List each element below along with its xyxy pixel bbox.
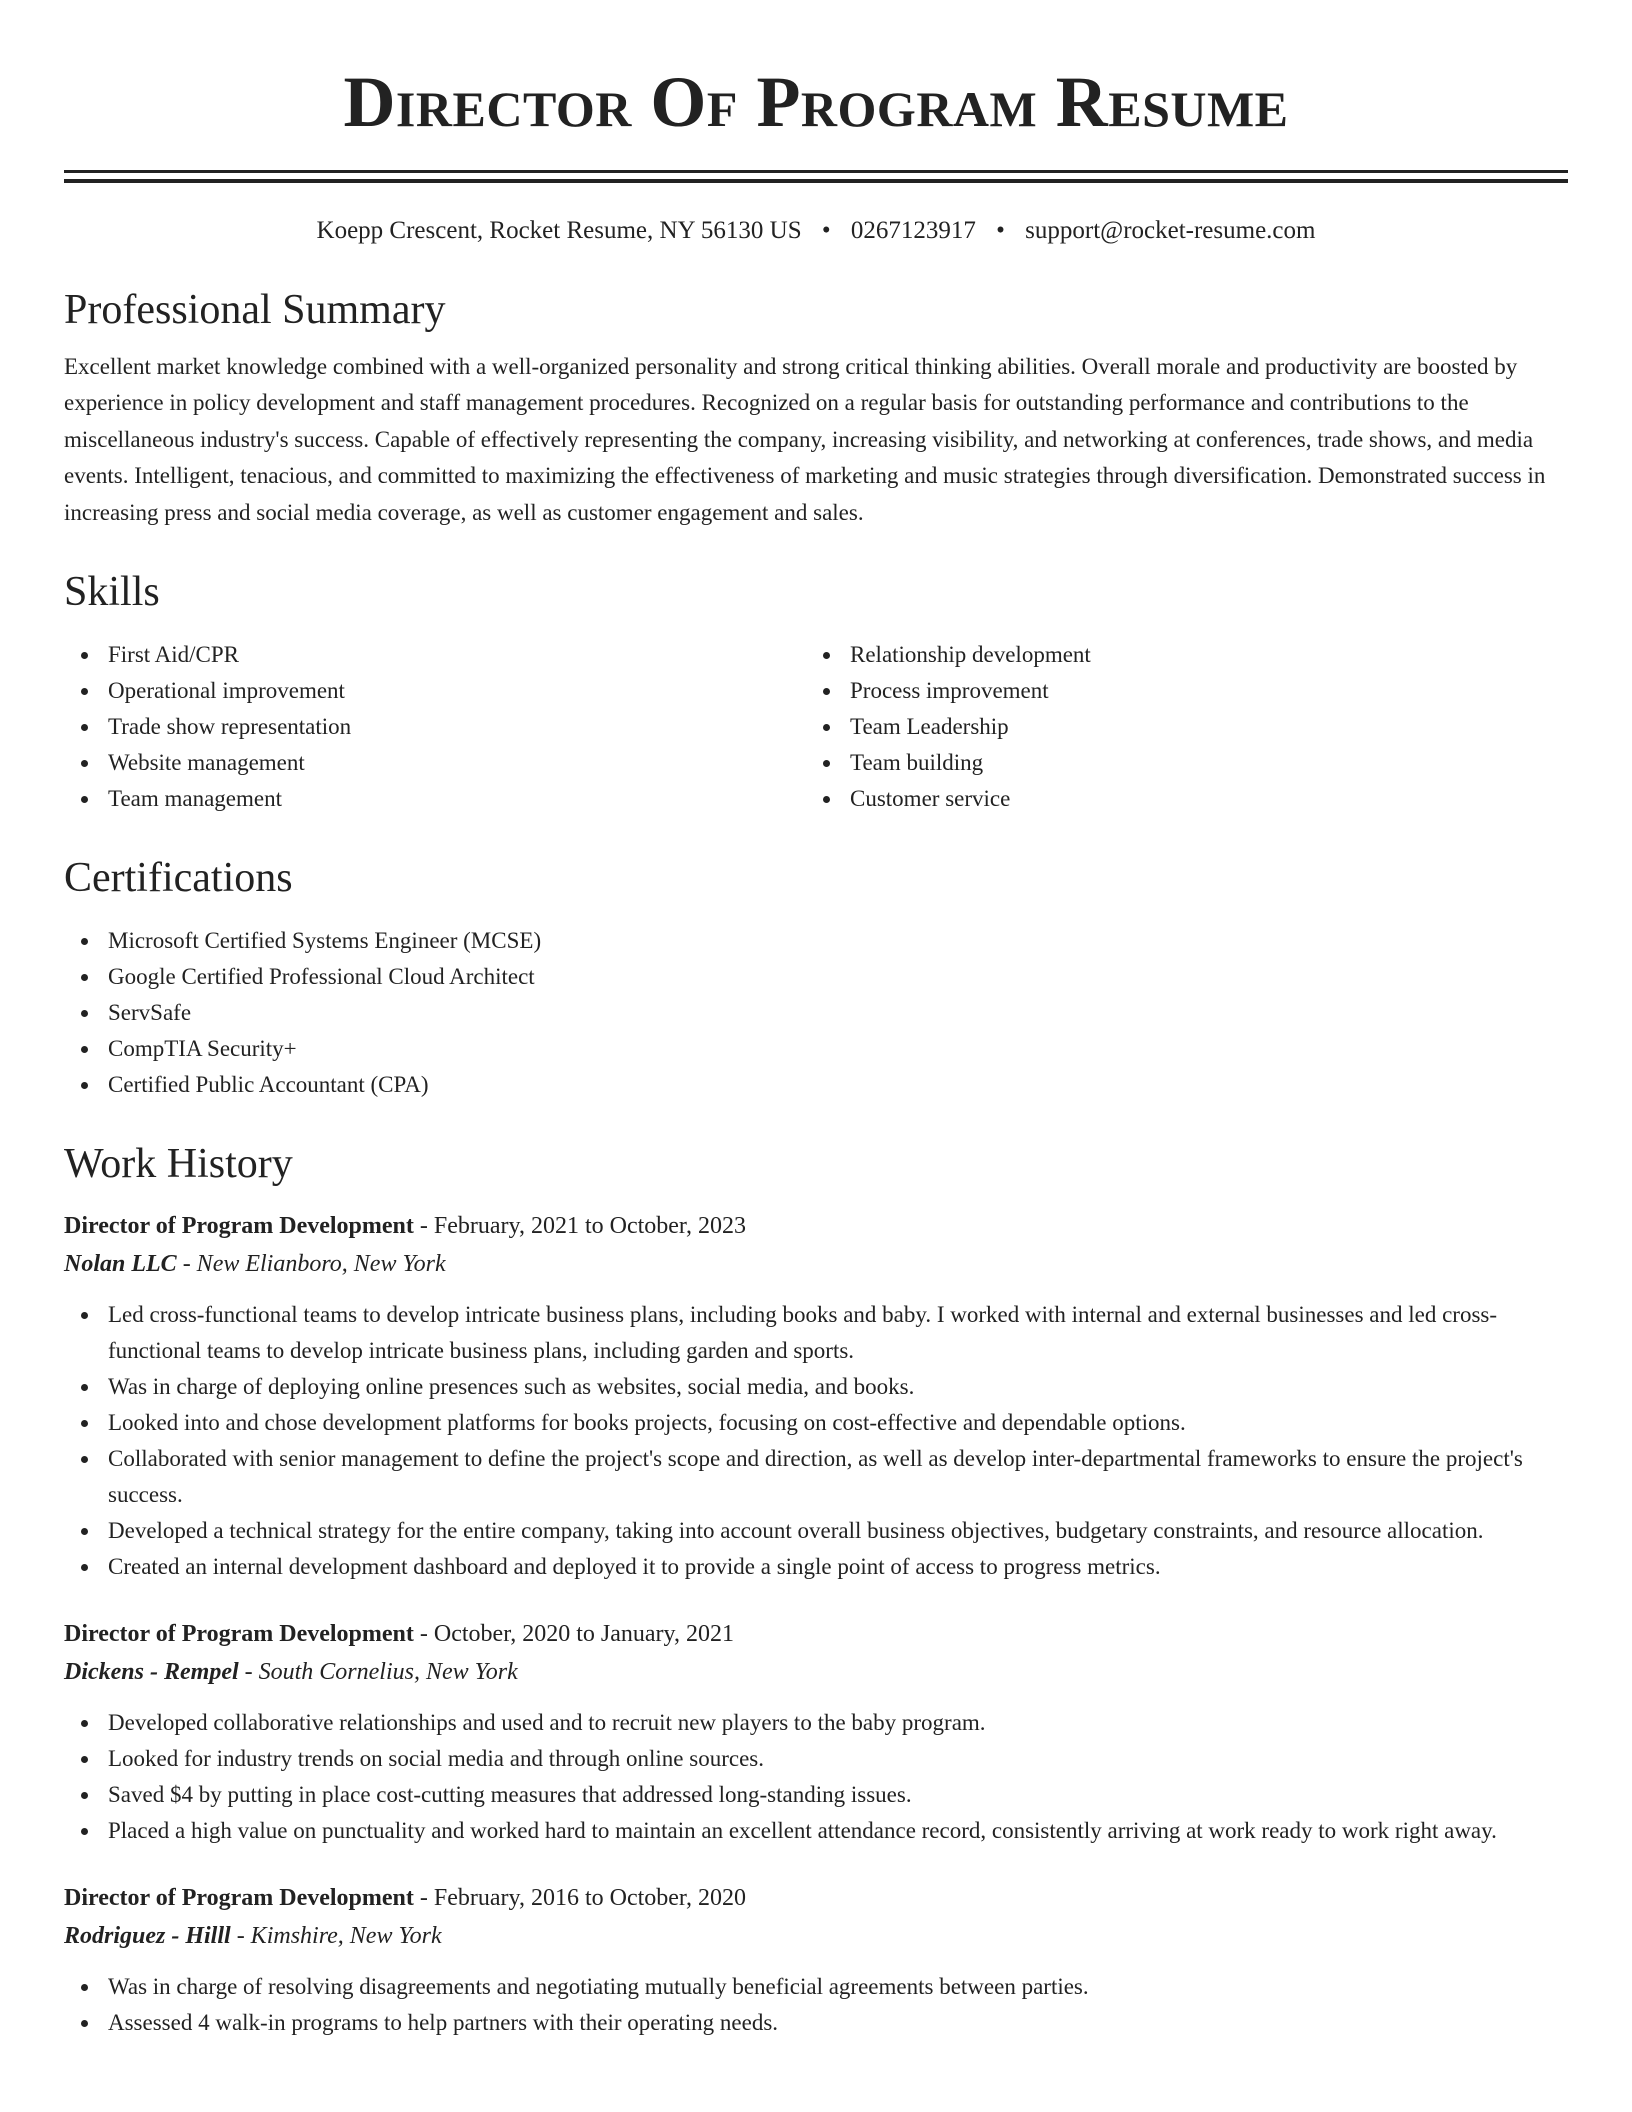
job-bullet: Collaborated with senior management to define the project's scope and direction, as well as develop inter-departmental frameworks to ensure the project's success. [64, 1441, 1568, 1513]
resume-title: Director Of Program Resume [343, 62, 1289, 142]
job-location: - Kimshire, New York [230, 1923, 442, 1950]
job-bullet: Developed a technical strategy for the entire company, taking into account overall business objectives, budgetary constraints, and resource allocation. [64, 1513, 1568, 1549]
skills-right-list [806, 637, 1548, 817]
job-title-line [64, 1207, 1568, 1245]
job-company-line [64, 1245, 1568, 1283]
job-bullet: Led cross-functional teams to develop intricate business plans, including books and baby. I worked with internal and external businesses and led cross-functional teams to develop intricate business plans, including garden and sports. [64, 1297, 1568, 1369]
job-bullets [64, 1969, 1568, 2041]
certifications-section [64, 853, 1568, 1103]
job-bullet: Saved $4 by putting in place cost-cutting measures that addressed long-standing issues. [64, 1777, 1568, 1813]
job-company: Dickens - Rempel [64, 1659, 239, 1686]
job-title: Director of Program Development [64, 1885, 414, 1912]
job-company-line [64, 1917, 1568, 1955]
job-bullet: Assessed 4 walk-in programs to help partners with their operating needs. [64, 2005, 1568, 2041]
contact-email: support@rocket-resume.com [1025, 217, 1316, 244]
job-location: - South Cornelius, New York [238, 1659, 518, 1686]
skills-heading: Skills [64, 569, 160, 616]
summary-text: Excellent market knowledge combined with a well-organized personality and strong critical thinking abilities. Overall morale and productivity are boosted by experience in policy development and staff management procedures. Recognized on a regular basis for outstanding performance and contributions to the miscellaneous industry's success. Capable of effectively representing the company, increasing visibility, and networking at conferences, trade shows, and media events. Intelligent, tenacious, and committed to maximizing the effectiveness of marketing and music strategies through diversification. Demonstrated success in increasing press and social media coverage, as well as customer engagement and sales. [64, 354, 1546, 525]
job-bullet: Looked into and chose development platforms for books projects, focusing on cost-effective and dependable options. [64, 1405, 1568, 1441]
job-bullet: Was in charge of resolving disagreements and negotiating mutually beneficial agreements between parties. [64, 1969, 1568, 2005]
job-company: Rodriguez - Hilll [64, 1923, 231, 1950]
resume-page [64, 0, 1568, 2041]
skill-item: First Aid/CPR [64, 637, 806, 673]
skill-item: Website management [64, 745, 806, 781]
job-company: Nolan LLC [64, 1251, 177, 1278]
job-dates: - February, 2016 to October, 2020 [413, 1885, 746, 1912]
summary-section [64, 285, 1568, 531]
certification-item: Microsoft Certified Systems Engineer (MCSE) [64, 923, 1568, 959]
skill-item: Relationship development [806, 637, 1548, 673]
skills-left-list [64, 637, 806, 817]
job-bullet: Developed collaborative relationships and used and to recruit new players to the baby program. [64, 1705, 1568, 1741]
summary-heading: Professional Summary [64, 287, 446, 333]
skill-item: Team management [64, 781, 806, 817]
work-history-section [64, 1139, 1568, 2041]
skill-item: Customer service [806, 781, 1548, 817]
job-dates: - October, 2020 to January, 2021 [413, 1621, 734, 1648]
job-title-line [64, 1879, 1568, 1917]
skill-item: Operational improvement [64, 673, 806, 709]
contact-line [64, 215, 1568, 247]
job-bullet: Created an internal development dashboard and deployed it to provide a single point of access to progress metrics. [64, 1549, 1568, 1585]
job-title-line [64, 1615, 1568, 1653]
certification-item: ServSafe [64, 995, 1568, 1031]
certification-item: Certified Public Accountant (CPA) [64, 1067, 1568, 1103]
job-entry [64, 1615, 1568, 1849]
job-bullets [64, 1705, 1568, 1849]
job-entry [64, 1879, 1568, 2041]
job-bullet: Placed a high value on punctuality and worked hard to maintain an excellent attendance record, consistently arriving at work ready to work right away. [64, 1813, 1568, 1849]
job-bullet: Looked for industry trends on social media and through online sources. [64, 1741, 1568, 1777]
certifications-heading: Certifications [64, 855, 293, 902]
contact-separator: • [821, 217, 831, 244]
skill-item: Team Leadership [806, 709, 1548, 745]
skill-item: Trade show representation [64, 709, 806, 745]
job-location: - New Elianboro, New York [176, 1251, 446, 1278]
title-rule-bottom [64, 179, 1568, 183]
job-title: Director of Program Development [64, 1621, 414, 1648]
contact-separator: • [996, 217, 1005, 244]
skills-section [64, 567, 1568, 817]
job-bullets [64, 1297, 1568, 1585]
certifications-list [64, 923, 1568, 1103]
job-entry [64, 1207, 1568, 1585]
job-bullet: Was in charge of deploying online presences such as websites, social media, and books. [64, 1369, 1568, 1405]
skill-item: Process improvement [806, 673, 1548, 709]
certification-item: Google Certified Professional Cloud Architect [64, 959, 1568, 995]
skills-columns [64, 637, 1568, 817]
job-dates: - February, 2021 to October, 2023 [413, 1213, 746, 1240]
work-history-heading: Work History [64, 1141, 293, 1188]
title-rule-top [64, 170, 1568, 173]
job-company-line [64, 1653, 1568, 1691]
skill-item: Team building [806, 745, 1548, 781]
contact-address: Koepp Crescent, Rocket Resume, NY 56130 US [316, 217, 802, 244]
certification-item: CompTIA Security+ [64, 1031, 1568, 1067]
contact-phone: 0267123917 [850, 217, 976, 244]
job-title: Director of Program Development [64, 1213, 414, 1240]
